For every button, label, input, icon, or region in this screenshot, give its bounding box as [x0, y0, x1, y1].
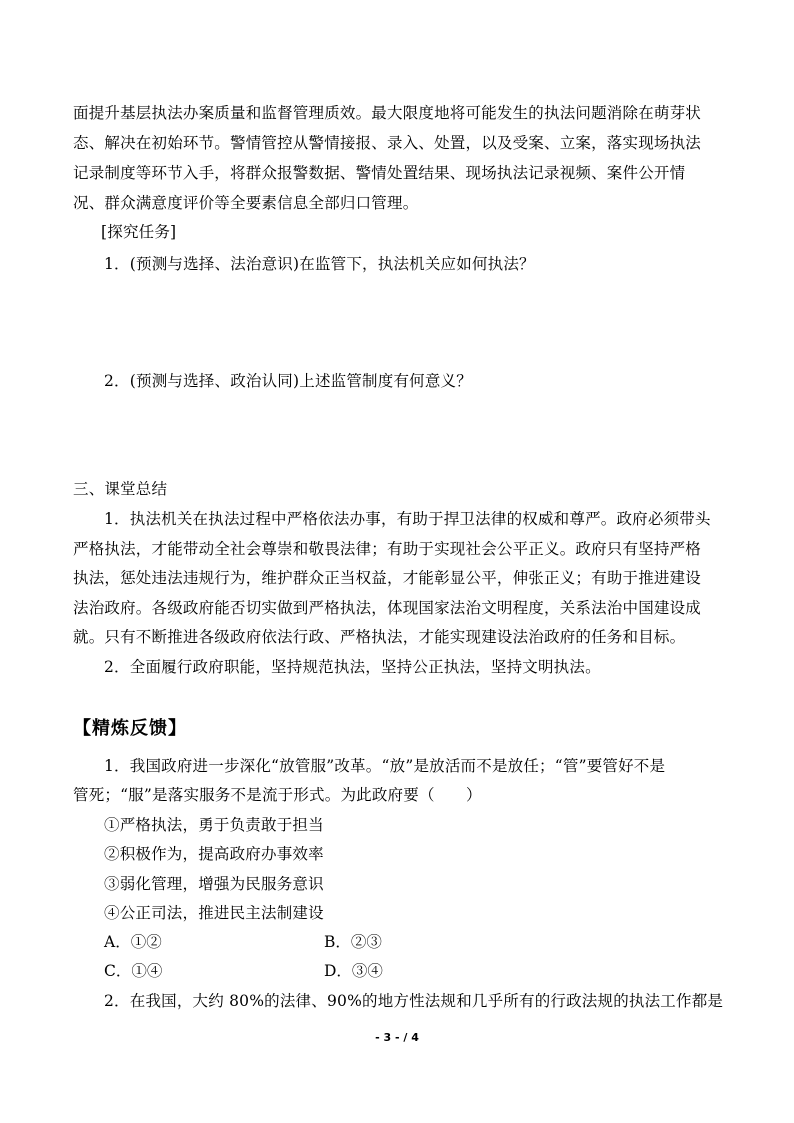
page-number: - 3 - / 4 — [375, 1031, 419, 1044]
feedback-question-1: 1．我国政府进一步深化“放管服”改革。“放”是放活而不是放任；“管”要管好不是 — [104, 757, 666, 775]
statement-1: ①严格执法，勇于负责敢于担当 — [104, 816, 324, 834]
question-1: 1．(预测与选择、法治意识)在监管下，执法机关应如何执法？ — [104, 255, 535, 273]
summary-line: 1．执法机关在执法过程中严格依法办事，有助于捍卫法律的权威和尊严。政府必须带头 — [104, 510, 711, 528]
paragraph-line: 面提升基层执法办案质量和监督管理质效。最大限度地将可能发生的执法问题消除在萌芽状 — [73, 104, 702, 122]
option-c: C．①④ — [104, 962, 163, 980]
feedback-question-2: 2．在我国，大约 80%的法律、90%的地方性法规和几乎所有的行政法规的执法工作都是 — [104, 992, 724, 1010]
option-b: B．②③ — [324, 933, 382, 951]
summary-line: 执法，惩处违法违规行为，维护群众正当权益，才能彰显公平，伸张正义；有助于推进建设 — [73, 569, 702, 587]
feedback-heading: 【精炼反馈】 — [73, 718, 187, 739]
question-2: 2．(预测与选择、政治认同)上述监管制度有何意义？ — [104, 372, 472, 390]
summary-line: 严格执法，才能带动全社会尊崇和敬畏法律；有助于实现社会公平正义。政府只有坚持严格 — [73, 540, 702, 558]
feedback-question-1-cont: 管死；“服”是落实服务不是流于形式。为此政府要（ ） — [73, 786, 482, 804]
option-a: A．①② — [104, 933, 162, 951]
task-label: [探究任务] — [101, 223, 177, 241]
summary-line: 就。只有不断推进各级政府依法行政、严格执法，才能实现建设法治政府的任务和目标。 — [73, 628, 686, 646]
statement-2: ②积极作为，提高政府办事效率 — [104, 845, 324, 863]
summary-point-2: 2．全面履行政府职能，坚持规范执法，坚持公正执法，坚持文明执法。 — [104, 658, 601, 676]
statement-4: ④公正司法，推进民主法制建设 — [104, 904, 324, 922]
statement-3: ③弱化管理，增强为民服务意识 — [104, 875, 324, 893]
summary-line: 法治政府。各级政府能否切实做到严格执法，体现国家法治文明程度，关系法治中国建设成 — [73, 599, 702, 617]
paragraph-line: 记录制度等环节入手，将群众报警数据、警情处置结果、现场执法记录视频、案件公开情 — [73, 164, 686, 182]
summary-heading: 三、课堂总结 — [73, 480, 168, 498]
paragraph-line: 态、解决在初始环节。警情管控从警情接报、录入、处置，以及受案、立案，落实现场执法 — [73, 134, 702, 152]
option-d: D．③④ — [324, 962, 383, 980]
paragraph-line: 况、群众满意度评价等全要素信息全部归口管理。 — [73, 194, 419, 212]
